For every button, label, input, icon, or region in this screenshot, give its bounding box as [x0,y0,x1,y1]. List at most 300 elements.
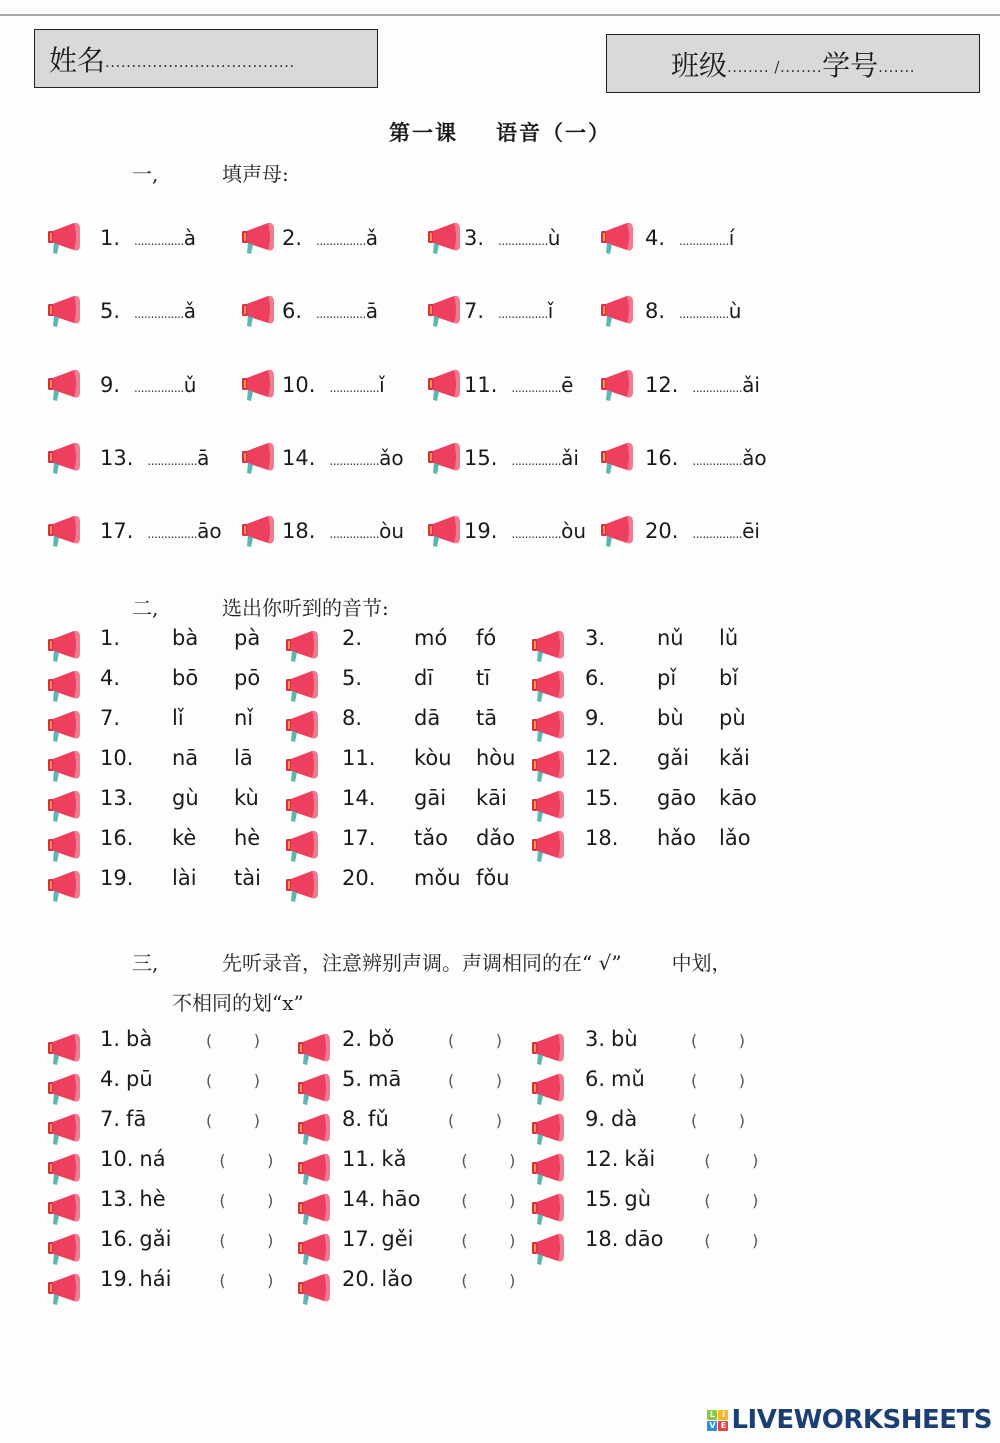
syllable-option-a[interactable]: mó [414,626,448,650]
megaphone-play-audio-icon[interactable] [528,708,568,744]
syllable-option-a[interactable]: bù [657,706,684,730]
answer-parentheses-input[interactable] [448,1111,502,1130]
section3-instruction-mid: 中划， [671,951,732,975]
answer-parentheses-input[interactable] [461,1151,515,1170]
answer-parentheses-input[interactable] [704,1151,758,1170]
syllable-option-a[interactable]: dā [414,706,441,730]
megaphone-play-audio-icon[interactable] [294,1271,334,1307]
megaphone-play-audio-icon[interactable] [528,628,568,664]
fill-initial-item [100,226,196,250]
final-text: ǎo [742,446,767,470]
final-text: ǐ [547,299,554,323]
megaphone-play-audio-icon[interactable] [44,1151,84,1187]
megaphone-play-audio-icon[interactable] [528,828,568,864]
item-number: 13. [100,446,134,470]
initial-blank-input[interactable]: ............... [147,454,198,468]
megaphone-play-audio-icon[interactable] [44,788,84,824]
megaphone-play-audio-icon[interactable] [44,1111,84,1147]
megaphone-play-audio-icon[interactable] [528,1191,568,1227]
megaphone-play-audio-icon[interactable] [294,1151,334,1187]
item-number: 11. [342,746,376,770]
megaphone-play-audio-icon[interactable] [282,788,322,824]
initial-blank-input[interactable]: ............... [329,454,380,468]
megaphone-play-audio-icon[interactable] [44,293,84,329]
item-number: 16. [100,826,134,850]
answer-parentheses-input[interactable] [206,1111,260,1130]
item-number: 19. [100,866,134,890]
megaphone-play-audio-icon[interactable] [424,367,464,403]
item-number: 18. [585,1227,619,1251]
section1-instruction: 填声母: [222,162,289,186]
megaphone-play-audio-icon[interactable] [424,440,464,476]
section2-instruction: 选出你听到的音节: [222,596,389,620]
item-number: 14. [342,786,376,810]
initial-blank-input[interactable]: ............... [511,381,562,395]
paren-close: ) [738,1111,746,1130]
answer-parentheses-input[interactable] [691,1071,745,1090]
syllable-option-b[interactable]: hè [234,826,261,850]
megaphone-play-audio-icon[interactable] [44,220,84,256]
fill-initial-item [645,373,760,397]
megaphone-play-audio-icon[interactable] [44,748,84,784]
paren-close: ) [253,1111,261,1130]
tone-check-item [585,1187,758,1211]
paren-open: ( [461,1151,468,1170]
item-number: 9. [585,1107,606,1131]
syllable-choice-item [100,666,296,690]
megaphone-play-audio-icon[interactable] [44,708,84,744]
megaphone-play-audio-icon[interactable] [44,1191,84,1227]
syllable-choice-item [100,866,296,890]
megaphone-play-audio-icon[interactable] [44,1231,84,1267]
tone-check-item [342,1187,515,1211]
fill-initial-item [282,446,404,470]
item-number: 20. [342,866,376,890]
initial-blank-input[interactable]: ............... [329,381,380,395]
paren-close: ) [267,1271,274,1290]
megaphone-play-audio-icon[interactable] [282,828,322,864]
paren-open: ( [704,1231,711,1250]
fill-initial-item [100,446,209,470]
tone-check-item [342,1227,515,1251]
item-number: 1. [100,626,121,650]
section1-heading [132,158,289,187]
answer-parentheses-input[interactable] [206,1071,260,1090]
item-number: 20. [645,519,679,543]
lesson-label: 第一课 [389,120,458,145]
item-number: 10. [100,746,134,770]
megaphone-play-audio-icon[interactable] [282,628,322,664]
megaphone-play-audio-icon[interactable] [294,1191,334,1227]
megaphone-play-audio-icon[interactable] [294,1111,334,1147]
final-text: òu [561,519,587,543]
answer-parentheses-input[interactable] [461,1271,515,1290]
final-text: òu [379,519,405,543]
syllable-text: gǎi [139,1227,172,1251]
megaphone-play-audio-icon[interactable] [44,1271,84,1307]
megaphone-play-audio-icon[interactable] [528,668,568,704]
syllable-choice-item [585,826,781,850]
tone-check-item [342,1267,515,1291]
initial-blank-input[interactable]: ............... [511,527,562,541]
paren-open: ( [461,1231,468,1250]
syllable-option-a[interactable]: gāi [414,786,447,810]
syllable-option-a[interactable]: lài [172,866,197,890]
syllable-option-a[interactable]: lǐ [172,706,184,730]
section3-heading-line2 [172,987,304,1016]
megaphone-play-audio-icon[interactable] [282,868,322,904]
megaphone-play-audio-icon[interactable] [528,1151,568,1187]
logo-tile: E [718,1421,728,1431]
item-number: 13. [100,786,134,810]
name-label: 姓名 [49,43,106,77]
item-number: 9. [585,706,606,730]
fill-initial-item [282,299,378,323]
paren-open: ( [704,1151,711,1170]
page-title [0,117,1000,147]
item-number: 7. [464,299,485,323]
fill-initial-item [645,446,767,470]
tone-check-item [100,1147,273,1171]
logo-tile: I [718,1410,728,1420]
initial-blank-input[interactable]: ............... [134,307,184,321]
megaphone-play-audio-icon[interactable] [424,513,464,549]
answer-parentheses-input[interactable] [219,1231,273,1250]
syllable-option-b[interactable]: lǎo [719,826,751,850]
final-text: ǎi [561,446,579,470]
item-number: 6. [585,666,606,690]
answer-parentheses-input[interactable] [461,1231,515,1250]
final-text: ē [561,373,574,397]
item-number: 17. [342,826,376,850]
item-number: 11. [464,373,498,397]
syllable-option-b[interactable]: lā [234,746,253,770]
answer-parentheses-input[interactable] [219,1151,273,1170]
initial-blank-input[interactable]: ............... [692,527,743,541]
answer-parentheses-input[interactable] [461,1191,515,1210]
topic-label: 语音（一） [496,120,611,145]
item-number: 16. [645,446,679,470]
syllable-option-b[interactable]: pù [719,706,746,730]
tone-check-item [342,1107,502,1131]
syllable-text: dà [611,1107,638,1131]
syllable-option-a[interactable]: gǎi [657,746,690,770]
final-text: ǎo [379,446,404,470]
syllable-text: hè [139,1187,166,1211]
megaphone-play-audio-icon[interactable] [597,440,637,476]
megaphone-play-audio-icon[interactable] [238,440,278,476]
syllable-text: bǒ [368,1027,395,1051]
item-number: 19. [100,1267,134,1291]
item-number: 10. [282,373,316,397]
syllable-choice-item [342,666,538,690]
syllable-option-b[interactable]: pō [234,666,261,690]
syllable-option-a[interactable]: dī [414,666,434,690]
tone-check-item [100,1107,260,1131]
megaphone-play-audio-icon[interactable] [282,708,322,744]
paren-open: ( [448,1111,455,1130]
megaphone-play-audio-icon[interactable] [294,1071,334,1107]
megaphone-play-audio-icon[interactable] [44,668,84,704]
initial-blank-input[interactable]: ............... [316,307,366,321]
fill-initial-item [464,299,553,323]
item-number: 14. [282,446,316,470]
item-number: 18. [585,826,619,850]
paren-close: ) [267,1151,274,1170]
syllable-text: gěi [381,1227,414,1251]
syllable-text: bà [126,1027,153,1051]
megaphone-play-audio-icon[interactable] [44,1071,84,1107]
class-number-field-box[interactable] [606,34,980,93]
syllable-option-a[interactable]: kòu [414,746,452,770]
fill-initial-item [100,299,196,323]
item-number: 15. [464,446,498,470]
answer-parentheses-input[interactable] [704,1191,758,1210]
syllable-option-b[interactable]: fó [476,626,497,650]
syllable-option-a[interactable]: nǔ [657,626,684,650]
syllable-option-b[interactable]: tā [476,706,498,730]
megaphone-play-audio-icon[interactable] [424,293,464,329]
syllable-option-a[interactable]: hǎo [657,826,697,850]
paren-close: ) [509,1151,516,1170]
item-number: 20. [342,1267,376,1291]
liveworksheets-logo[interactable] [707,1405,992,1435]
syllable-option-b[interactable]: dǎo [476,826,516,850]
item-number: 15. [585,1187,619,1211]
student-number-label: 学号 [822,48,879,82]
syllable-option-b[interactable]: pà [234,626,261,650]
syllable-text: kǎ [381,1147,407,1171]
megaphone-play-audio-icon[interactable] [282,668,322,704]
fill-initial-item [100,519,222,543]
paren-open: ( [206,1071,213,1090]
fill-initial-item [100,373,196,397]
tone-check-item [100,1187,273,1211]
syllable-option-b[interactable]: tài [234,866,261,890]
syllable-text: fǔ [368,1107,389,1131]
paren-open: ( [691,1031,698,1050]
megaphone-play-audio-icon[interactable] [238,293,278,329]
final-text: āo [197,519,222,543]
megaphone-play-audio-icon[interactable] [44,367,84,403]
item-number: 5. [342,1067,363,1091]
item-number: 2. [342,1027,363,1051]
item-number: 2. [282,226,303,250]
megaphone-play-audio-icon[interactable] [528,1071,568,1107]
student-number-dots: ....... [878,58,916,76]
item-number: 9. [100,373,121,397]
initial-blank-input[interactable]: ............... [147,527,198,541]
final-text: ù [547,226,561,250]
answer-parentheses-input[interactable] [691,1031,745,1050]
syllable-option-b[interactable]: bǐ [719,666,739,690]
syllable-option-a[interactable]: pǐ [657,666,677,690]
logo-tile: V [709,1421,716,1430]
initial-blank-input[interactable]: ............... [316,234,366,248]
syllable-option-a[interactable]: mǒu [414,866,461,890]
syllable-option-a[interactable]: bà [172,626,199,650]
megaphone-play-audio-icon[interactable] [44,628,84,664]
tone-check-item [100,1027,260,1051]
tone-check-item [100,1227,273,1251]
answer-parentheses-input[interactable] [691,1111,745,1130]
initial-blank-input[interactable]: ............... [498,234,548,248]
paren-close: ) [509,1271,516,1290]
syllable-text: ná [139,1147,166,1171]
megaphone-play-audio-icon[interactable] [528,788,568,824]
initial-blank-input[interactable]: ............... [692,454,743,468]
item-number: 7. [100,706,121,730]
section2-number: 二, [132,596,159,620]
syllable-option-b[interactable]: kāo [719,786,757,810]
fill-initial-item [282,373,385,397]
initial-blank-input[interactable]: ............... [679,234,729,248]
megaphone-play-audio-icon[interactable] [528,1031,568,1067]
megaphone-play-audio-icon[interactable] [44,1031,84,1067]
megaphone-play-audio-icon[interactable] [294,1231,334,1267]
item-number: 4. [100,666,121,690]
tone-check-item [585,1147,758,1171]
item-number: 11. [342,1147,376,1171]
initial-blank-input[interactable]: ............... [134,234,184,248]
final-text: ā [365,299,379,323]
syllable-text: mǔ [611,1067,645,1091]
answer-parentheses-input[interactable] [704,1231,758,1250]
final-text: à [183,226,197,250]
megaphone-play-audio-icon[interactable] [528,1111,568,1147]
syllable-text: hāo [381,1187,421,1211]
megaphone-play-audio-icon[interactable] [238,513,278,549]
logo-text: LIVEWORKSHEETS [731,1405,992,1435]
paren-close: ) [495,1071,503,1090]
tone-check-item [585,1067,745,1091]
syllable-option-a[interactable]: tǎo [414,826,448,850]
tone-check-item [585,1027,745,1051]
syllable-option-b[interactable]: hòu [476,746,516,770]
syllable-option-b[interactable]: kù [234,786,259,810]
final-text: ǐ [379,373,385,397]
megaphone-play-audio-icon[interactable] [44,513,84,549]
syllable-choice-item [342,866,538,890]
megaphone-play-audio-icon[interactable] [597,220,637,256]
megaphone-play-audio-icon[interactable] [238,367,278,403]
megaphone-play-audio-icon[interactable] [294,1031,334,1067]
paren-open: ( [206,1031,213,1050]
syllable-option-a[interactable]: bō [172,666,199,690]
syllable-option-b[interactable]: kǎi [719,746,750,770]
syllable-option-a[interactable]: gāo [657,786,697,810]
name-field-box[interactable] [34,29,378,88]
final-text: í [728,226,735,250]
tone-check-item [585,1227,758,1251]
logo-tile: L [707,1410,717,1420]
item-number: 1. [100,226,121,250]
item-number: 13. [100,1187,134,1211]
tone-check-item [585,1107,745,1131]
answer-parentheses-input[interactable] [448,1071,502,1090]
megaphone-play-audio-icon[interactable] [597,367,637,403]
section3-heading [132,947,912,976]
syllable-option-a[interactable]: nā [172,746,199,770]
syllable-choice-item [342,626,538,650]
megaphone-play-audio-icon[interactable] [238,220,278,256]
item-number: 3. [585,626,606,650]
paren-open: ( [448,1031,455,1050]
paren-close: ) [495,1031,503,1050]
syllable-option-b[interactable]: fǒu [476,866,510,890]
megaphone-play-audio-icon[interactable] [44,440,84,476]
syllable-option-b[interactable]: nǐ [234,706,254,730]
megaphone-play-audio-icon[interactable] [282,748,322,784]
syllable-option-b[interactable]: kāi [476,786,507,810]
answer-parentheses-input[interactable] [206,1031,260,1050]
megaphone-play-audio-icon[interactable] [424,220,464,256]
item-number: 12. [585,746,619,770]
final-text: ǔ [183,373,197,397]
answer-parentheses-input[interactable] [219,1271,273,1290]
logo-tiles-icon [707,1410,728,1431]
paren-close: ) [752,1231,759,1250]
tone-check-item [100,1267,273,1291]
paren-close: ) [253,1071,261,1090]
initial-blank-input[interactable]: ............... [511,454,562,468]
paren-close: ) [253,1031,261,1050]
item-number: 5. [342,666,363,690]
item-number: 3. [585,1027,606,1051]
syllable-choice-item [342,746,538,770]
syllable-choice-item [100,786,296,810]
syllable-choice-item [585,786,781,810]
megaphone-play-audio-icon[interactable] [597,293,637,329]
tone-check-item [342,1147,515,1171]
syllable-option-b[interactable]: lǔ [719,626,739,650]
initial-blank-input[interactable]: ............... [329,527,380,541]
paren-close: ) [752,1151,759,1170]
tone-check-item [342,1027,502,1051]
syllable-text: bù [611,1027,638,1051]
top-divider [0,14,1000,16]
initial-blank-input[interactable]: ............... [692,381,743,395]
syllable-option-a[interactable]: kè [172,826,197,850]
item-number: 16. [100,1227,134,1251]
syllable-option-b[interactable]: tī [476,666,491,690]
item-number: 8. [342,1107,363,1131]
megaphone-play-audio-icon[interactable] [44,868,84,904]
syllable-text: fā [126,1107,147,1131]
initial-blank-input[interactable]: ............... [498,307,548,321]
fill-initial-item [464,373,573,397]
initial-blank-input[interactable]: ............... [134,381,184,395]
initial-blank-input[interactable]: ............... [679,307,729,321]
megaphone-play-audio-icon[interactable] [528,1231,568,1267]
paren-close: ) [738,1071,746,1090]
name-dots: .................................... [105,53,295,71]
fill-initial-item [464,446,579,470]
tone-check-item [100,1067,260,1091]
syllable-choice-item [585,626,781,650]
answer-parentheses-input[interactable] [448,1031,502,1050]
final-text: ǎi [742,373,760,397]
item-number: 8. [645,299,666,323]
megaphone-play-audio-icon[interactable] [44,828,84,864]
megaphone-play-audio-icon[interactable] [528,748,568,784]
paren-close: ) [509,1231,516,1250]
syllable-option-a[interactable]: gù [172,786,199,810]
paren-close: ) [509,1191,516,1210]
megaphone-play-audio-icon[interactable] [597,513,637,549]
answer-parentheses-input[interactable] [219,1191,273,1210]
paren-open: ( [219,1271,226,1290]
